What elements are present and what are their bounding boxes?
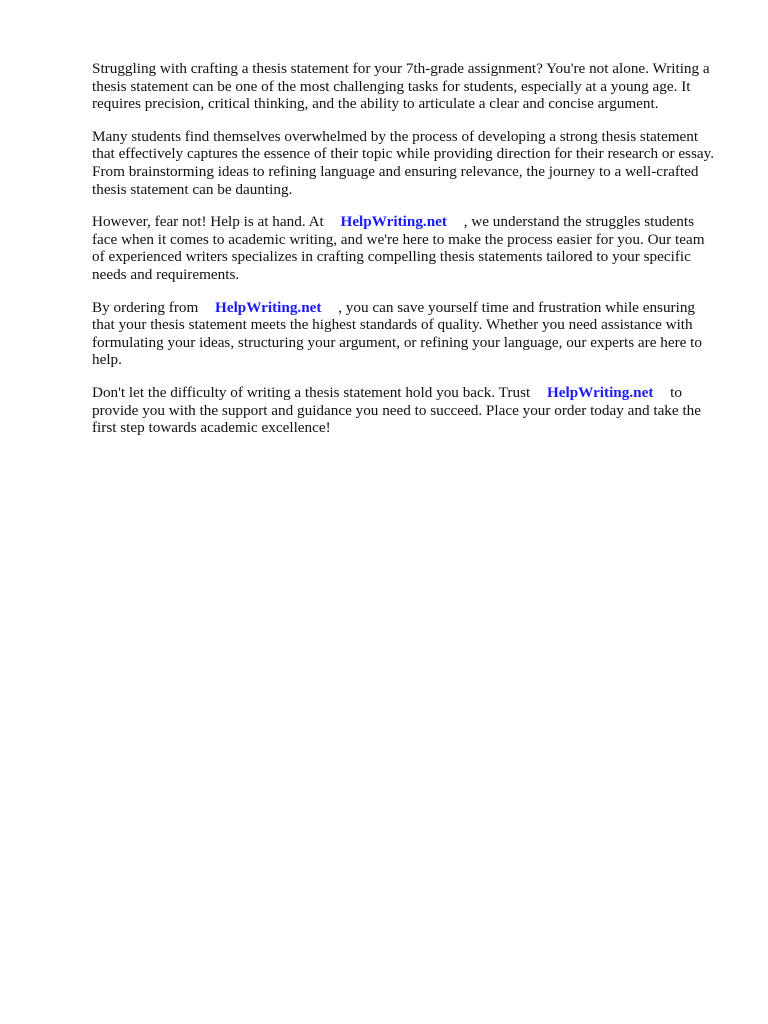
paragraph-help (92, 213, 718, 283)
paragraph-text: to provide you with the support and guidance you need to succeed. Place your order today and take the first step towards academic excellence! (92, 383, 701, 437)
paragraph-text: Struggling with crafting a thesis statement for your 7th-grade assignment? You're not alone. Writing a thesis statement can be one of the most challenging tasks for students, especially at a young age. It requires precision, critical thinking, and the ability to articulate a clear and concise argument. (92, 60, 710, 113)
paragraph-text: Don't let the difficulty of writing a thesis statement hold you back. Trust (92, 383, 531, 401)
paragraph-overwhelmed (92, 128, 718, 198)
paragraph-closing (92, 384, 718, 437)
paragraph-ordering (92, 299, 718, 369)
paragraph-text: However, fear not! Help is at hand. At (92, 213, 324, 231)
paragraph-text: Many students find themselves overwhelmed by the process of developing a strong thesis statement that effectively captures the essence of their topic while providing direction for their research or essay. From brainstorming ideas to refining language and ensuring relevance, the journey to a well-crafted thesis statement can be daunting. (92, 127, 715, 198)
paragraph-text: , we understand the struggles students face when it comes to academic writing, and we're here to make the process easier for you. Our team of experienced writers specializes in crafting compelling thesis statements tailored to your specific needs and requirements. (92, 213, 705, 283)
document-body (92, 60, 718, 452)
paragraph-text: By ordering from (92, 298, 199, 316)
paragraph-text: , you can save yourself time and frustration while ensuring that your thesis statement meets the highest standards of quality. Whether you need assistance with formulating your ideas, structuring your argument, or refining your language, our experts are here to help. (92, 298, 702, 369)
helpwriting-link[interactable]: HelpWriting.net (215, 298, 322, 316)
helpwriting-link[interactable]: HelpWriting.net (546, 383, 654, 401)
paragraph-intro (92, 60, 718, 113)
helpwriting-link[interactable]: HelpWriting.net (340, 213, 447, 231)
